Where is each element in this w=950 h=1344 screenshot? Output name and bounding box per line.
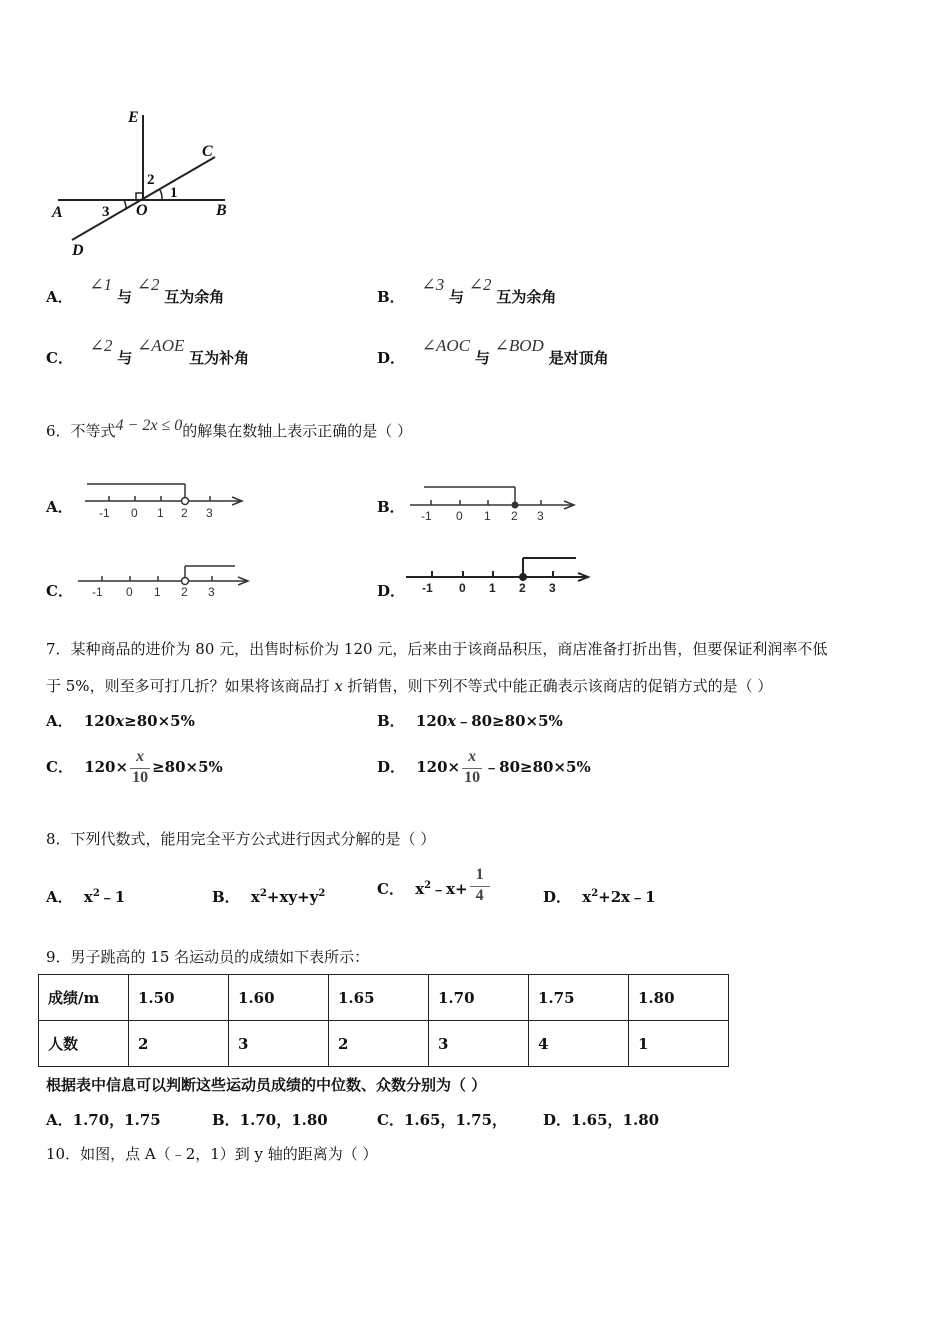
q7-stem-line1: 7．某种商品的进价为 80 元，出售时标价为 120 元，后来由于该商品积压，商店准备打折出售，但要保证利润率不低 <box>46 640 828 658</box>
tick-label: 0 <box>459 581 466 595</box>
q8-option-b[interactable] <box>212 886 325 907</box>
table-cell: 1.70 <box>429 975 529 1021</box>
question-text: 于 5%，则至多可打几折？如果将该商品打 <box>46 677 335 695</box>
option-letter: D． <box>543 888 572 906</box>
exponent: 2 <box>591 888 599 899</box>
label-O: O <box>136 202 148 219</box>
number-line-b <box>410 480 585 525</box>
angle-1-label: 1 <box>170 185 178 201</box>
label-B: B <box>216 202 227 219</box>
tick-label: 3 <box>206 506 213 520</box>
table-cell: 4 <box>529 1021 629 1067</box>
option-text: ﹣1 <box>99 888 126 906</box>
label-E: E <box>128 109 139 126</box>
option-text: 与 <box>474 349 490 367</box>
variable-x: x <box>447 712 457 730</box>
label-A: A <box>52 204 63 221</box>
tick-label: 1 <box>489 581 496 595</box>
fraction <box>460 748 484 788</box>
question-text: 的解集在数轴上表示正确的是（ ） <box>182 422 413 440</box>
option-text: +xy+y <box>266 888 319 906</box>
q9-option-c[interactable]: C．1.65，1.75， <box>377 1111 508 1129</box>
option-text: ≥80×5% <box>152 758 223 776</box>
fraction <box>128 748 152 788</box>
option-letter: B． <box>377 288 405 306</box>
number-line-a <box>85 478 255 523</box>
q7-option-d[interactable] <box>377 748 591 788</box>
math-angle: ∠2 <box>468 275 492 294</box>
denominator: 10 <box>132 769 149 786</box>
q9-option-d[interactable]: D．1.65，1.80 <box>543 1111 660 1129</box>
table-cell: 1.80 <box>629 975 729 1021</box>
q7-option-c[interactable] <box>46 748 223 788</box>
tick-label: 0 <box>131 506 138 520</box>
math-angle: ∠AOE <box>137 336 185 355</box>
tick-label: 0 <box>126 585 133 599</box>
filled-point <box>512 502 519 509</box>
tick-label: 3 <box>549 581 556 595</box>
q8-stem: 8．下列代数式，能用完全平方公式进行因式分解的是（ ） <box>46 830 436 848</box>
q5-option-b[interactable] <box>377 275 557 307</box>
option-letter: C． <box>46 349 73 367</box>
exponent: 2 <box>92 888 100 899</box>
table-cell: 1.65 <box>329 975 429 1021</box>
number-line-c <box>78 560 258 605</box>
tick-label: 2 <box>519 581 526 595</box>
option-text: x <box>582 888 592 906</box>
q7-option-b[interactable] <box>377 710 563 731</box>
table-cell: 2 <box>329 1021 429 1067</box>
option-letter: C． <box>377 880 404 898</box>
math-angle: ∠1 <box>89 275 113 294</box>
q9-stem: 9．男子跳高的 15 名运动员的成绩如下表所示： <box>46 948 370 966</box>
variable-x: x <box>115 712 125 730</box>
q7-option-a[interactable] <box>46 710 195 731</box>
q5-option-d[interactable] <box>377 336 609 368</box>
q9-option-a[interactable]: A．1.70，1.75 <box>46 1111 161 1129</box>
q9-question: 根据表中信息可以判断这些运动员成绩的中位数、众数分别为（ ） <box>46 1076 487 1094</box>
option-letter: A． <box>46 888 73 906</box>
tick-label: 3 <box>537 509 544 523</box>
angle-figure <box>40 100 260 265</box>
math-angle: ∠2 <box>136 275 160 294</box>
table-cell: 3 <box>229 1021 329 1067</box>
option-text: 与 <box>449 288 465 306</box>
tick-label: -1 <box>422 581 433 595</box>
tick-label: 2 <box>511 509 518 523</box>
tick-label: -1 <box>92 585 103 599</box>
option-letter: A． <box>46 288 73 306</box>
option-letter: D． <box>377 758 406 776</box>
q8-option-d[interactable] <box>543 886 656 907</box>
option-text: 互为余角 <box>164 288 225 306</box>
table-row <box>39 975 729 1021</box>
q8-option-a[interactable] <box>46 886 125 907</box>
q6-option-a-letter[interactable]: A． <box>46 498 73 516</box>
option-letter: B． <box>377 712 405 730</box>
exponent: 2 <box>318 888 326 899</box>
q6-stem <box>46 417 413 441</box>
q5-option-a[interactable] <box>46 275 225 307</box>
q6-option-d-letter[interactable]: D． <box>377 582 406 600</box>
tick-label: 2 <box>181 585 188 599</box>
tick-label: 1 <box>484 509 491 523</box>
q8-option-c[interactable] <box>377 866 492 906</box>
option-text: x <box>250 888 260 906</box>
option-text: 120× <box>84 758 129 776</box>
option-text: 与 <box>117 349 133 367</box>
table-cell: 1 <box>629 1021 729 1067</box>
q9-option-b[interactable]: B．1.70，1.80 <box>212 1111 328 1129</box>
option-letter: C． <box>46 758 73 776</box>
table-cell: 2 <box>129 1021 229 1067</box>
q7-stem-line2 <box>46 675 772 696</box>
number-line-d <box>406 553 596 598</box>
exponent: 2 <box>424 880 432 891</box>
option-text: 120× <box>416 758 461 776</box>
tick-label: 0 <box>456 509 463 523</box>
inequality: 4 − 2x ≤ 0 <box>115 417 183 434</box>
label-C: C <box>202 143 213 160</box>
tick-label: 2 <box>181 506 188 520</box>
fraction <box>468 866 492 906</box>
denominator: 4 <box>475 887 484 904</box>
table-cell: 3 <box>429 1021 529 1067</box>
scores-table <box>38 974 729 1067</box>
table-row <box>39 1021 729 1067</box>
option-text: 互为补角 <box>189 349 250 367</box>
q5-option-c[interactable] <box>46 336 250 368</box>
option-text: ≥80×5% <box>124 712 195 730</box>
variable-x: x <box>334 677 343 695</box>
math-angle: ∠3 <box>421 275 445 294</box>
option-text: 120 <box>415 712 448 730</box>
label-D: D <box>72 242 84 259</box>
angle-2-label: 2 <box>147 172 155 188</box>
tick-label: 1 <box>157 506 164 520</box>
tick-label: -1 <box>421 509 432 523</box>
option-letter: A． <box>46 712 73 730</box>
numerator: x <box>136 748 145 765</box>
table-cell: 1.60 <box>229 975 329 1021</box>
q6-option-b-letter[interactable]: B． <box>377 498 405 516</box>
open-point <box>182 498 189 505</box>
option-letter: B． <box>212 888 240 906</box>
question-text: 折销售，则下列不等式中能正确表示该商店的促销方式的是（ ） <box>342 677 773 695</box>
option-text: 互为余角 <box>496 288 557 306</box>
table-cell: 1.50 <box>129 975 229 1021</box>
angle-3-label: 3 <box>102 204 110 220</box>
q6-option-c-letter[interactable]: C． <box>46 582 73 600</box>
option-text: x <box>415 880 425 898</box>
tick-label: 3 <box>208 585 215 599</box>
option-text: ﹣80≥80×5% <box>484 758 591 776</box>
math-angle: ∠BOD <box>494 336 544 355</box>
option-text: ﹣80≥80×5% <box>456 712 563 730</box>
numerator: 1 <box>475 866 484 883</box>
table-cell: 1.75 <box>529 975 629 1021</box>
numerator: x <box>468 748 477 765</box>
option-letter: D． <box>377 349 406 367</box>
table-cell: 成绩/m <box>39 975 129 1021</box>
option-text: +2x﹣1 <box>598 888 656 906</box>
denominator: 10 <box>464 769 481 786</box>
option-text: x <box>83 888 93 906</box>
option-text: 是对顶角 <box>548 349 609 367</box>
tick-label: -1 <box>99 506 110 520</box>
math-angle: ∠AOC <box>421 336 471 355</box>
option-text: 与 <box>116 288 132 306</box>
filled-point <box>519 573 527 581</box>
option-text: 120 <box>83 712 116 730</box>
open-point <box>182 578 189 585</box>
math-angle: ∠2 <box>89 336 113 355</box>
tick-label: 1 <box>154 585 161 599</box>
q10-stem: 10．如图，点 A（﹣2，1）到 y 轴的距离为（ ） <box>46 1145 378 1163</box>
table-cell: 人数 <box>39 1021 129 1067</box>
exponent: 2 <box>259 888 267 899</box>
option-text: ﹣x+ <box>431 880 468 898</box>
question-text: 6．不等式 <box>46 422 116 440</box>
